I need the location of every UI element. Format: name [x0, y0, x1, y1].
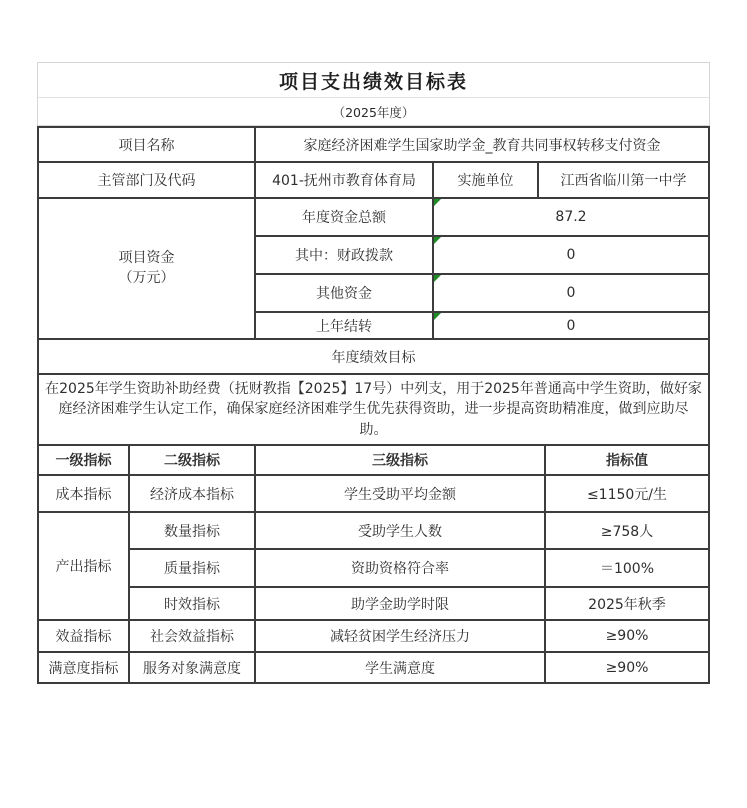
table-row — [38, 374, 709, 445]
comment-marker-icon — [434, 199, 441, 206]
page-subtitle: （2025年度） — [332, 104, 415, 120]
funding-group-label — [38, 198, 255, 339]
indicator-level1: 成本指标 — [38, 475, 129, 512]
table-row — [38, 652, 709, 683]
indicator-level2: 社会效益指标 — [129, 620, 255, 652]
funding-group-label-line2: （万元） — [118, 269, 175, 286]
table-row — [38, 587, 709, 620]
comment-marker-icon — [434, 237, 441, 244]
indicator-value: ≥90% — [545, 652, 709, 683]
indicator-level3: 学生受助平均金额 — [255, 475, 545, 512]
indicator-header-level2: 二级指标 — [129, 445, 255, 475]
funding-value-text: 87.2 — [555, 209, 587, 225]
funding-value — [433, 198, 709, 236]
indicator-level1: 效益指标 — [38, 620, 129, 652]
table-row — [38, 475, 709, 512]
funding-value — [433, 236, 709, 274]
table-row — [38, 445, 709, 475]
indicator-value: ＝100% — [545, 549, 709, 587]
impl-unit-value: 江西省临川第一中学 — [538, 162, 709, 198]
funding-label: 其中：财政拨款 — [255, 236, 433, 274]
project-name-label: 项目名称 — [38, 127, 255, 162]
indicator-level1: 产出指标 — [38, 512, 129, 620]
funding-label: 其他资金 — [255, 274, 433, 312]
table-row — [38, 127, 709, 162]
indicator-level3: 受助学生人数 — [255, 512, 545, 549]
table-row — [38, 162, 709, 198]
funding-value-text: 0 — [566, 317, 576, 334]
funding-value — [433, 274, 709, 312]
impl-unit-label: 实施单位 — [433, 162, 538, 198]
funding-value-text: 0 — [566, 247, 576, 263]
performance-target-table — [37, 126, 710, 684]
indicator-value: ≤1150元/生 — [545, 475, 709, 512]
funding-label: 年度资金总额 — [255, 198, 433, 236]
indicator-header-level1: 一级指标 — [38, 445, 129, 475]
indicator-level2: 服务对象满意度 — [129, 652, 255, 683]
indicator-level3: 助学金助学时限 — [255, 587, 545, 620]
table-row — [38, 620, 709, 652]
title-block — [37, 62, 710, 126]
indicator-level2: 质量指标 — [129, 549, 255, 587]
indicator-level2: 时效指标 — [129, 587, 255, 620]
indicator-level3: 学生满意度 — [255, 652, 545, 683]
dept-code-label: 主管部门及代码 — [38, 162, 255, 198]
indicator-level1: 满意度指标 — [38, 652, 129, 683]
indicator-level2: 数量指标 — [129, 512, 255, 549]
annual-goal-text: 在2025年学生资助补助经费（抚财教指【2025】17号）中列支，用于2025年普通高中学生资助，做好家庭经济困难学生认定工作，确保家庭经济困难学生优先获得资助，进一步提高资助精准度，做到应助尽助。 — [38, 374, 709, 445]
funding-label: 上年结转 — [255, 312, 433, 339]
table-row — [38, 549, 709, 587]
table-row — [38, 512, 709, 549]
performance-target-sheet — [37, 62, 710, 684]
funding-value — [433, 312, 709, 339]
indicator-value: ≥90% — [545, 620, 709, 652]
indicator-header-value: 指标值 — [545, 445, 709, 475]
indicator-level2: 经济成本指标 — [129, 475, 255, 512]
page-title: 项目支出绩效目标表 — [38, 63, 709, 98]
annual-goal-header: 年度绩效目标 — [38, 339, 709, 374]
indicator-level3: 资助资格符合率 — [255, 549, 545, 587]
comment-marker-icon — [434, 275, 441, 282]
indicator-value: ≥758人 — [545, 512, 709, 549]
comment-marker-icon — [434, 313, 441, 320]
indicator-level3: 减轻贫困学生经济压力 — [255, 620, 545, 652]
indicator-header-level3: 三级指标 — [255, 445, 545, 475]
indicator-value: 2025年秋季 — [545, 587, 709, 620]
funding-value-text: 0 — [566, 285, 576, 301]
dept-code-value: 401-抚州市教育体育局 — [255, 162, 433, 198]
project-name-value: 家庭经济困难学生国家助学金_教育共同事权转移支付资金 — [255, 127, 709, 162]
table-row — [38, 339, 709, 374]
funding-group-label-line1: 项目资金 — [118, 249, 175, 266]
table-row — [38, 198, 709, 236]
